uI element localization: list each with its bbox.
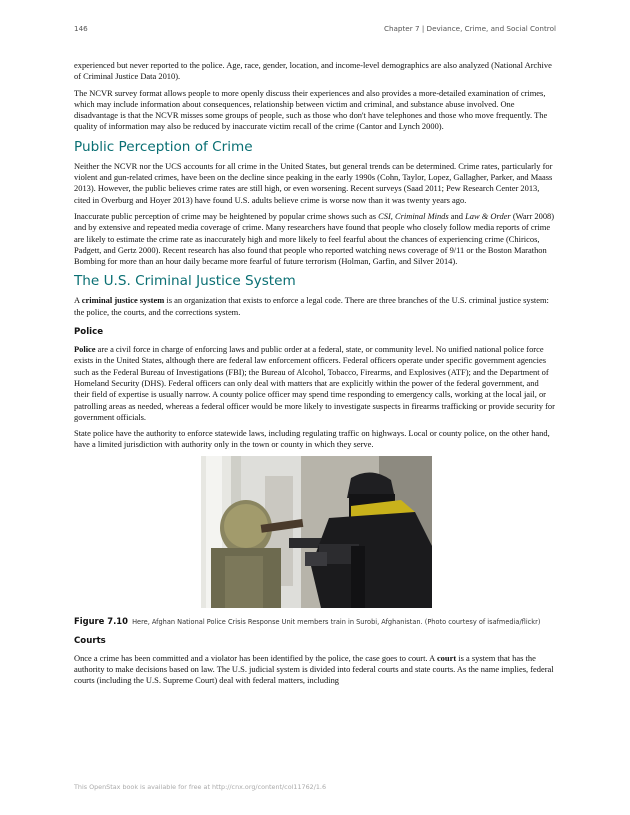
key-term: criminal justice system bbox=[81, 295, 165, 306]
section-heading: The U.S. Criminal Justice System bbox=[74, 273, 296, 290]
paragraph: The NCVR survey format allows people to more openly discuss their experiences and also provides a more-detailed examination of crimes, which may include information about consequences, relationship between victim and criminal, and substance abuse involved. One disadvantage is that the NCVR misses some groups of people, such as those who don't have telephones and those who move frequently. The quality of information may also be reduced by inaccurate victim recall of the crime (Cantor and Lynch 2000). bbox=[74, 87, 548, 132]
figure-photo bbox=[201, 456, 432, 608]
text-run: , bbox=[390, 210, 395, 221]
page-footer: This OpenStax book is available for free at http://cnx.org/content/col11762/1.6 bbox=[74, 783, 327, 791]
police-training-photo bbox=[201, 456, 432, 608]
paragraph: Neither the NCVR nor the UCS accounts for all crime in the United States, but general trends can be determined. Crime rates, particularly for violent and gun-related crimes, have been on the decline since peaking in the early 1990s (Cohn, Taylor, Lopez, Gallagher, Parker, and Maass 2013). However, the public believes crime rates are still high, or even worsening. Recent surveys (Saad 2011; Pew Research Center 2013, cited in Overburg and Hoyer 2013) have found U.S. adults believe crime is worse now than it was twenty years ago. bbox=[74, 160, 553, 205]
text-run: and bbox=[448, 210, 466, 221]
text-run: Once a crime has been committed and a violator has been identified by the police, the case goes to court. A bbox=[74, 652, 437, 663]
section-heading: Public Perception of Crime bbox=[74, 138, 253, 155]
key-term: Police bbox=[74, 344, 96, 355]
show-title: Criminal Minds bbox=[394, 210, 449, 221]
text-run: is a system that has the authority to make decisions based on law. The U.S. judicial system is divided into federal courts and state courts. As the name implies, federal courts (including the U.S. Supreme Court) deal with federal matters, including bbox=[74, 652, 554, 686]
text-run: A bbox=[74, 295, 82, 306]
paragraph bbox=[74, 211, 556, 267]
figure-caption bbox=[74, 616, 556, 627]
text-run: (Warr 2008) and by extensive and repeated media coverage of crime. Many researchers have found that people who closely follow media reports of crime are likely to estimate the crime rate as inaccurately high and more likely to feel fearful about the chances of experiencing crime (Chiricos, Padgett, and Gertz 2000). Recent research has also found that people who reported watching news coverage of 9/11 or the Boston Marathon Bombing for more than an hour daily became more fearful of future terrorism (Holman, Garfin, and Silver 2014). bbox=[74, 210, 555, 267]
show-title: CSI bbox=[378, 210, 391, 221]
figure bbox=[74, 456, 556, 627]
text-run: are a civil force in charge of enforcing laws and public order at a federal, state, or community level. No unified national police force exists in the United States, although there are federal law enforcement officers. Federal officers operate under specific government agencies such as the Federal Bureau of Investigations (FBI); the Bureau of Alcohol, Tobacco, Firearms, and Explosives (ATF); and the Department of Homeland Security (DHS). Federal officers can only deal with matters that are explicitly within the power of the federal government, and their field of expertise is usually narrow. A county police officer may spend time responding to emergency calls, working at the local jail, or patrolling areas as needed, whereas a federal officer would be more likely to investigate suspects in firearms trafficking or provide security for government officials. bbox=[74, 344, 555, 422]
paragraph bbox=[74, 344, 556, 423]
paragraph: experienced but never reported to the police. Age, race, gender, location, and income-level demographics are also analyzed (National Archive of Criminal Justice Data 2010). bbox=[74, 60, 552, 82]
chapter-title: Chapter 7 | Deviance, Crime, and Social Control bbox=[383, 24, 556, 33]
page-number: 146 bbox=[74, 24, 88, 33]
text-run: is an organization that exists to enforce a legal code. There are three branches of the U.S. criminal justice system: the police, the courts, and the corrections system. bbox=[74, 295, 549, 317]
caption-text: Here, Afghan National Police Crisis Response Unit members train in Surobi, Afghanistan. (Photo courtesy of isafmedia/flickr) bbox=[132, 617, 541, 626]
subsection-heading: Police bbox=[74, 327, 104, 338]
page-content bbox=[74, 60, 556, 692]
figure-label: Figure 7.10 bbox=[74, 615, 128, 626]
key-term: court bbox=[436, 652, 457, 663]
text-run: Inaccurate public perception of crime may be heightened by popular crime shows such as bbox=[74, 210, 379, 221]
subsection-heading: Courts bbox=[74, 635, 106, 646]
paragraph bbox=[74, 653, 556, 687]
paragraph bbox=[74, 295, 556, 318]
show-title: Law & Order bbox=[465, 210, 511, 221]
paragraph: State police have the authority to enforce statewide laws, including regulating traffic on highways. Local or county police, on the other hand, have a limited jurisdiction with authority only in the town or county in which they serve. bbox=[74, 428, 550, 450]
